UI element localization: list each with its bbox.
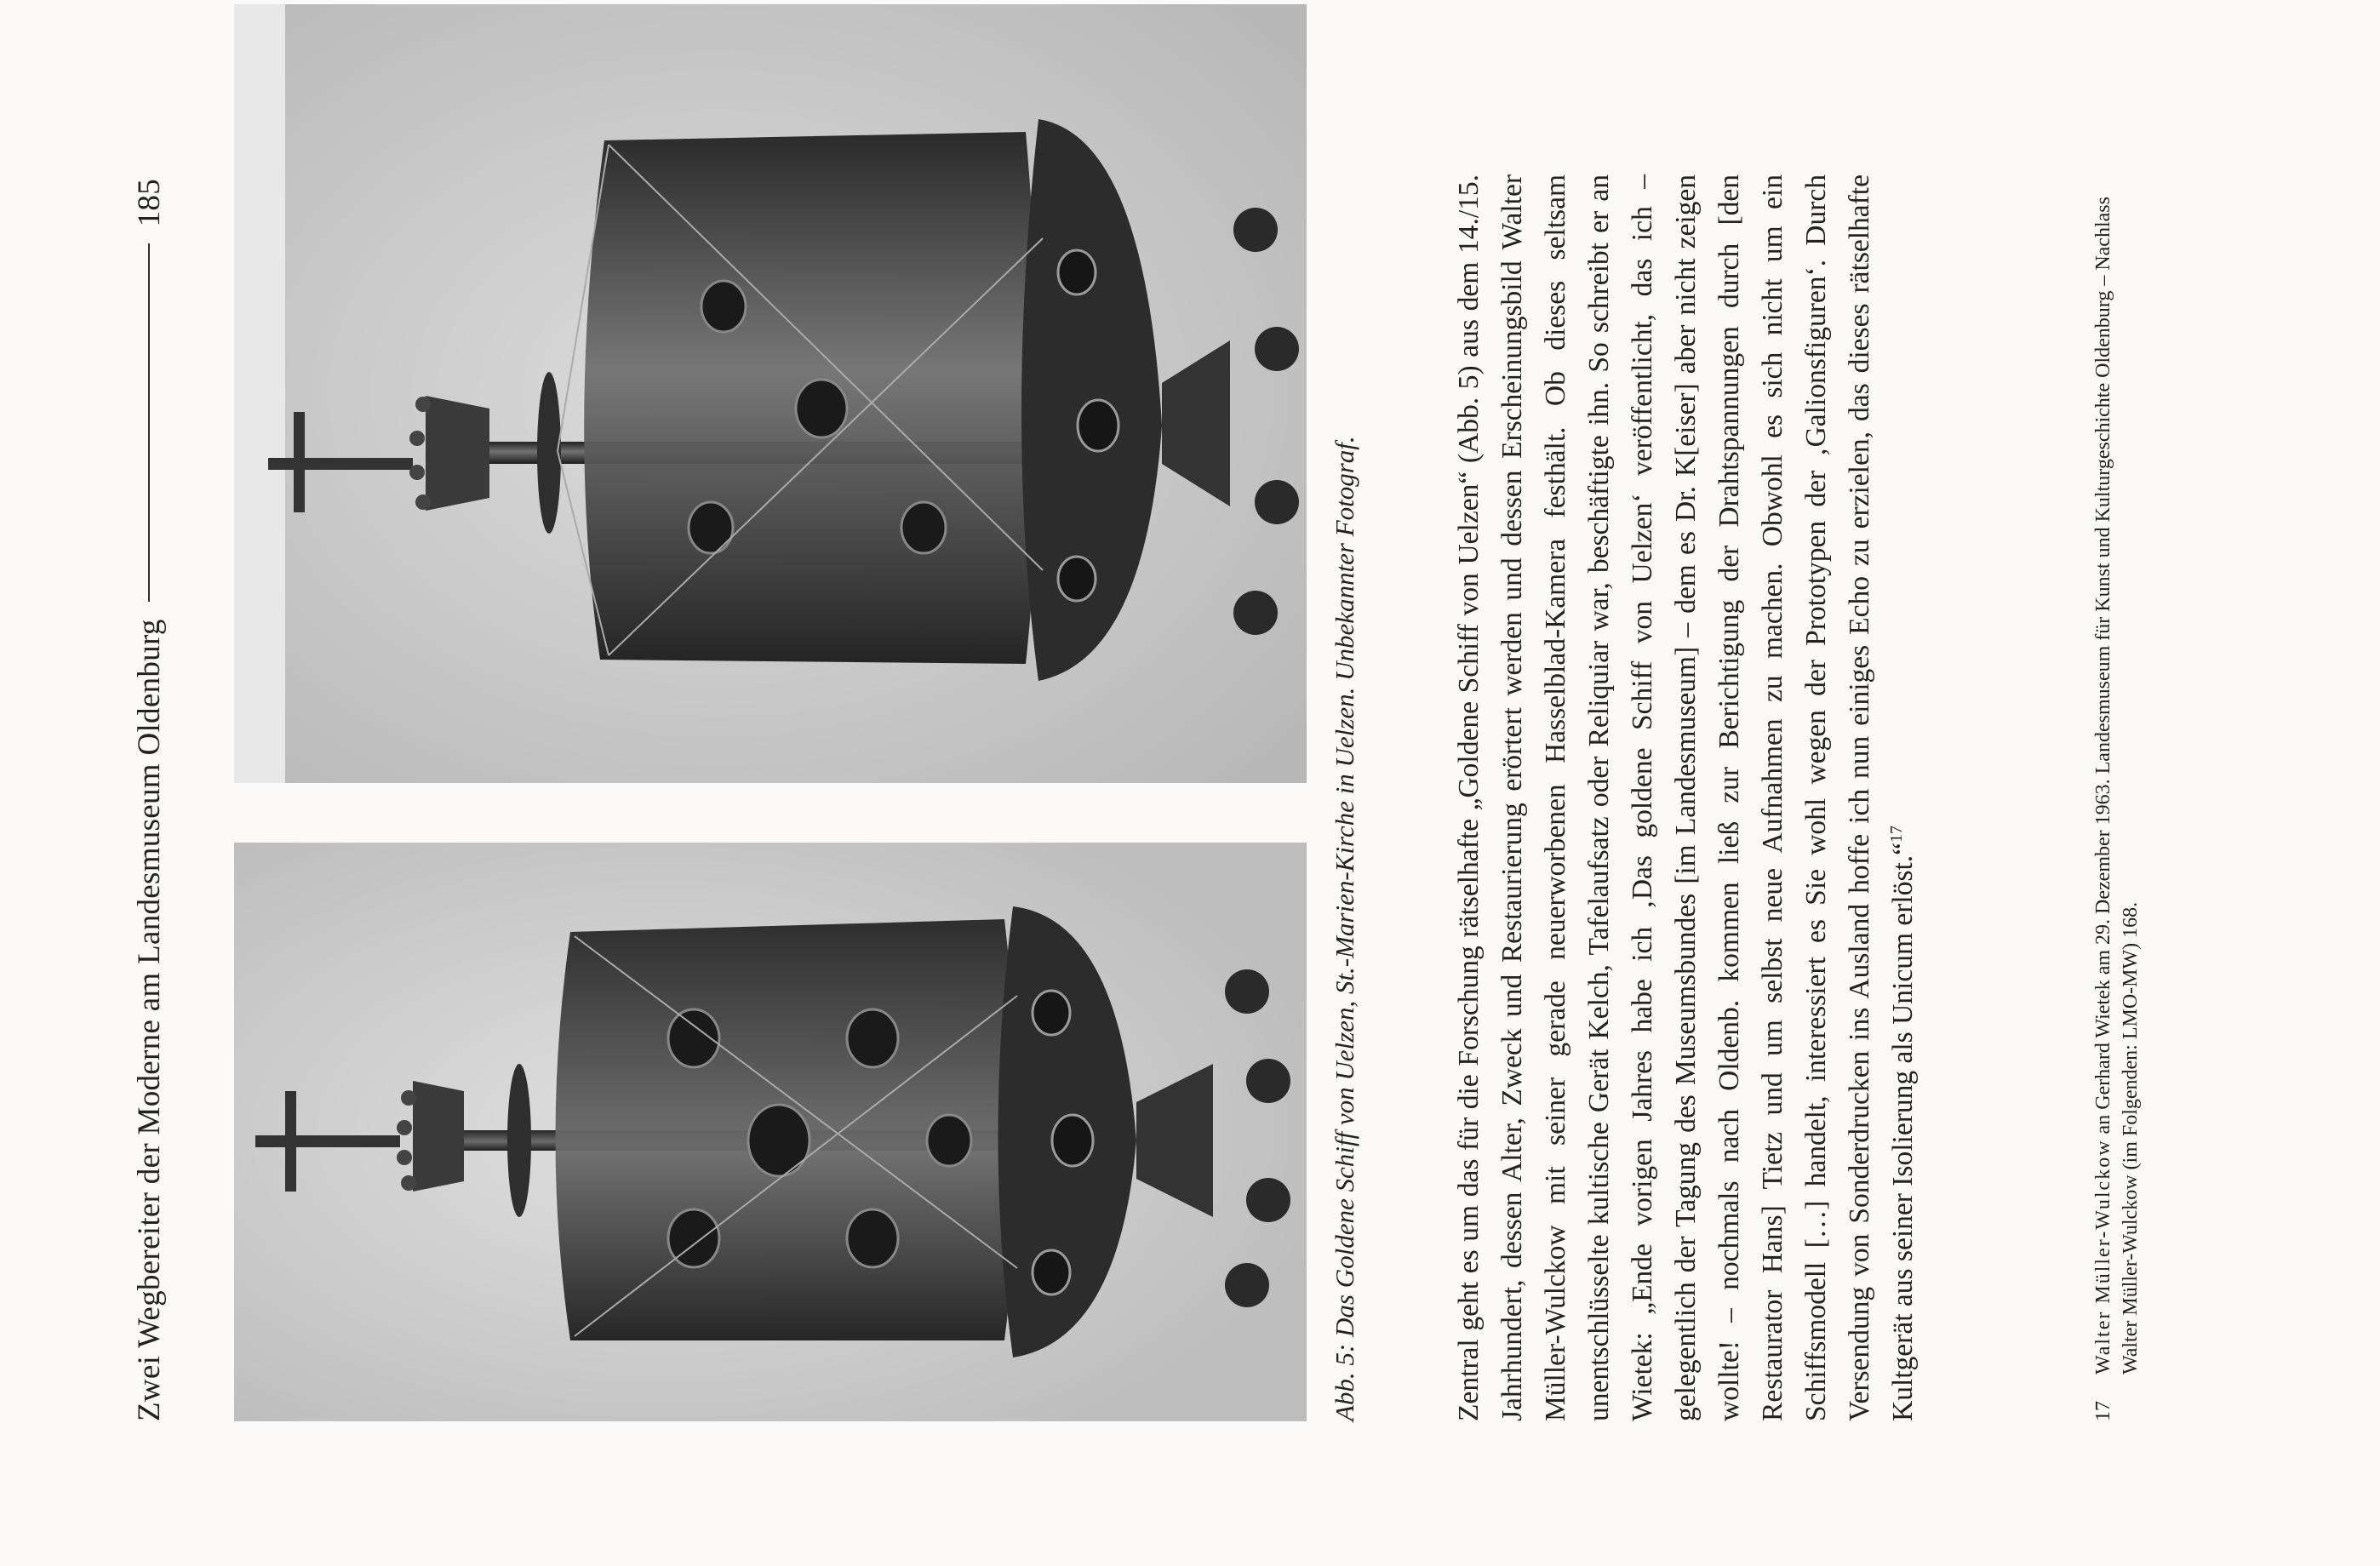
footnote-author: Walter Müller-Wulckow [2092, 1139, 2114, 1375]
footnote-number: 17 [2092, 1401, 2114, 1421]
footnote-text: an Gerhard Wietek am 29. Dezember 1963. Landesmuseum für Kunst und Kulturgeschichte Oldenburg – Nachlass Walter Müller-Wulckow (im Folgenden: LMO-MW) 168. [2092, 197, 2142, 1375]
photo-golden-ship-left [234, 843, 1307, 1421]
ship-illustration-left [234, 843, 1307, 1421]
footnote-body [2090, 179, 2144, 1375]
body-paragraph [1447, 174, 1925, 1421]
running-header [123, 179, 174, 1421]
running-title: Zwei Wegbereiter der Moderne am Landesmuseum Oldenburg [131, 619, 167, 1421]
photo-golden-ship-right [234, 4, 1307, 783]
ship-illustration-right [234, 4, 1307, 783]
header-rule [148, 243, 150, 602]
footnote [2090, 179, 2144, 1421]
figure-caption: Abb. 5: Das Goldene Schiff von Uelzen, St.-Marien-Kirche in Uelzen. Unbekannter Fotograf. [1330, 436, 1359, 1421]
page-number: 185 [131, 179, 167, 227]
body-paragraph-text: Zentral geht es um das für die Forschung rätselhafte „Goldene Schiff von Uelzen“ (Abb. 5) aus dem 14./15. Jahrhundert, dessen Alter, Zweck und Restaurierung erörtert werden und dessen Erscheinungsbild Walter Müller-Wulckow mit seiner gerade neuerworbenen Hasselblad-Kamera festhält. Ob dieses seltsam unentschlüsselte kultische Gerät Kelch, Tafelaufsatz oder Reliquiar war, beschäftigte ihn. So schreibt er an Wietek: „Ende vorigen Jahres habe ich ‚Das goldene Schiff von Uelzen‘ veröffentlicht, das ich – gelegentlich der Tagung des Museumsbundes [im Landesmuseum] – dem es Dr. K[eiser] aber nicht zeigen wollte! – nochmals nach Oldenb. kommen ließ zur Berichtigung der Drahtspannungen durch [den Restaurator Hans] Tietz und um selbst neue Aufnahmen zu machen. Obwohl es sich nicht um ein Schiffsmodell […] handelt, interessiert es Sie wohl wegen der Prototypen der ‚Galionsfiguren‘. Durch Versendung von Sonderdrucken ins Ausland hoffe ich nun einiges Echo zu erzielen, das dieses rätselhafte Kultgerät aus seiner Isolierung als Unicum erlöst.“ [1453, 174, 1919, 1421]
footnote-reference[interactable]: 17 [1886, 825, 1906, 843]
